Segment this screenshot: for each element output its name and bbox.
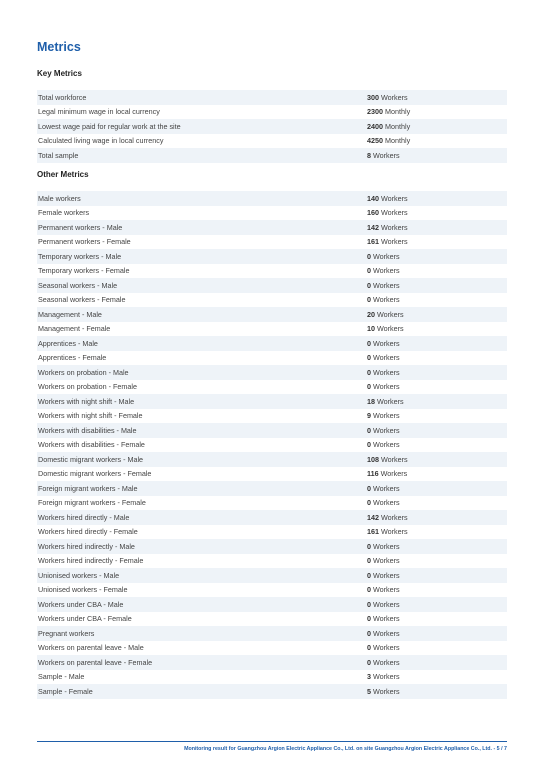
metric-value: 2300 bbox=[367, 107, 383, 117]
metric-value: 0 bbox=[367, 367, 371, 377]
metric-value-cell bbox=[367, 310, 507, 319]
metric-value: 108 bbox=[367, 454, 379, 464]
metric-unit: Workers bbox=[373, 280, 400, 290]
metric-unit: Workers bbox=[373, 295, 400, 305]
metric-unit: Workers bbox=[381, 222, 408, 232]
metric-unit: Workers bbox=[373, 251, 400, 261]
metric-value-cell bbox=[367, 658, 507, 667]
metric-label: Workers hired directly - Male bbox=[38, 512, 130, 522]
metric-label: Domestic migrant workers - Female bbox=[38, 469, 152, 479]
metric-unit: Workers bbox=[373, 628, 400, 638]
table-row bbox=[37, 249, 507, 264]
metric-value: 0 bbox=[367, 570, 371, 580]
metric-value-cell bbox=[367, 411, 507, 420]
metric-label: Temporary workers - Female bbox=[38, 266, 130, 276]
metric-label: Permanent workers - Female bbox=[38, 237, 131, 247]
metric-value-cell bbox=[367, 629, 507, 638]
metric-label: Domestic migrant workers - Male bbox=[38, 454, 144, 464]
table-row bbox=[37, 409, 507, 424]
table-row bbox=[37, 235, 507, 250]
metric-unit: Workers bbox=[373, 150, 400, 160]
metric-label: Foreign migrant workers - Male bbox=[38, 483, 138, 493]
table-row bbox=[37, 365, 507, 380]
metric-value-cell bbox=[367, 455, 507, 464]
metric-value: 0 bbox=[367, 599, 371, 609]
table-row bbox=[37, 307, 507, 322]
table-row bbox=[37, 554, 507, 569]
key-metrics-heading: Key Metrics bbox=[37, 69, 82, 78]
metric-label: Total sample bbox=[38, 150, 79, 160]
metric-value-cell bbox=[367, 498, 507, 507]
metric-value: 0 bbox=[367, 266, 371, 276]
metric-unit: Workers bbox=[373, 367, 400, 377]
metric-label: Sample - Male bbox=[38, 672, 85, 682]
table-row bbox=[37, 423, 507, 438]
metric-value: 140 bbox=[367, 193, 379, 203]
metric-value-cell bbox=[367, 208, 507, 217]
metric-unit: Workers bbox=[381, 92, 408, 102]
table-row bbox=[37, 452, 507, 467]
metric-label: Workers under CBA - Male bbox=[38, 599, 124, 609]
metric-unit: Workers bbox=[373, 498, 400, 508]
table-row bbox=[37, 278, 507, 293]
metric-unit: Workers bbox=[373, 585, 400, 595]
metric-unit: Workers bbox=[373, 440, 400, 450]
table-row bbox=[37, 206, 507, 221]
metric-unit: Workers bbox=[373, 657, 400, 667]
metric-value: 20 bbox=[367, 309, 375, 319]
metric-label: Workers hired directly - Female bbox=[38, 527, 138, 537]
metric-value-cell bbox=[367, 353, 507, 362]
metric-value-cell bbox=[367, 107, 507, 116]
table-row bbox=[37, 655, 507, 670]
metric-value: 0 bbox=[367, 425, 371, 435]
metric-value: 4250 bbox=[367, 136, 383, 146]
metric-unit: Workers bbox=[380, 469, 408, 479]
metric-value: 161 bbox=[367, 237, 379, 247]
metric-label: Male workers bbox=[38, 193, 81, 203]
metric-value: 5 bbox=[367, 686, 371, 696]
metric-unit: Workers bbox=[373, 614, 400, 624]
metric-unit: Workers bbox=[381, 527, 408, 537]
metric-label: Workers hired indirectly - Male bbox=[38, 541, 135, 551]
metric-value-cell bbox=[367, 382, 507, 391]
metric-value-cell bbox=[367, 223, 507, 232]
metric-value-cell bbox=[367, 527, 507, 536]
table-row bbox=[37, 583, 507, 598]
metric-label: Sample - Female bbox=[38, 686, 93, 696]
metric-value-cell bbox=[367, 556, 507, 565]
metric-value-cell bbox=[367, 151, 507, 160]
table-row bbox=[37, 684, 507, 699]
metric-unit: Workers bbox=[377, 309, 404, 319]
metric-value-cell bbox=[367, 440, 507, 449]
metric-value-cell bbox=[367, 614, 507, 623]
metric-value-cell bbox=[367, 266, 507, 275]
metric-unit: Monthly bbox=[385, 136, 411, 146]
metric-value-cell bbox=[367, 339, 507, 348]
metric-unit: Workers bbox=[381, 237, 408, 247]
table-row bbox=[37, 148, 507, 163]
table-row bbox=[37, 105, 507, 120]
metric-label: Seasonal workers - Male bbox=[38, 280, 118, 290]
metric-label: Workers under CBA - Female bbox=[38, 614, 132, 624]
table-row bbox=[37, 612, 507, 627]
page-title: Metrics bbox=[37, 40, 81, 54]
metric-label: Foreign migrant workers - Female bbox=[38, 498, 146, 508]
metric-value: 300 bbox=[367, 92, 379, 102]
metric-value: 0 bbox=[367, 657, 371, 667]
metric-value: 10 bbox=[367, 324, 375, 334]
table-row bbox=[37, 322, 507, 337]
metric-value-cell bbox=[367, 281, 507, 290]
table-row bbox=[37, 336, 507, 351]
metric-value: 0 bbox=[367, 556, 371, 566]
table-row bbox=[37, 641, 507, 656]
metric-unit: Workers bbox=[373, 672, 400, 682]
metric-value-cell bbox=[367, 513, 507, 522]
metric-unit: Workers bbox=[381, 454, 408, 464]
metric-label: Permanent workers - Male bbox=[38, 222, 123, 232]
metric-label: Management - Female bbox=[38, 324, 111, 334]
metric-value-cell bbox=[367, 136, 507, 145]
metric-label: Apprentices - Male bbox=[38, 338, 98, 348]
metric-value: 0 bbox=[367, 382, 371, 392]
table-row bbox=[37, 670, 507, 685]
metric-unit: Workers bbox=[373, 425, 400, 435]
metric-label: Lowest wage paid for regular work at the site bbox=[38, 121, 181, 131]
table-row bbox=[37, 525, 507, 540]
metric-unit: Workers bbox=[373, 686, 400, 696]
table-row bbox=[37, 134, 507, 149]
metric-label: Calculated living wage in local currency bbox=[38, 136, 164, 146]
metric-label: Unionised workers - Female bbox=[38, 585, 128, 595]
other-metrics-heading: Other Metrics bbox=[37, 170, 89, 179]
other-metrics-table bbox=[37, 191, 507, 699]
metric-value-cell bbox=[367, 93, 507, 102]
metric-unit: Workers bbox=[373, 411, 400, 421]
table-row bbox=[37, 220, 507, 235]
metric-label: Workers on probation - Female bbox=[38, 382, 137, 392]
metric-unit: Workers bbox=[381, 193, 408, 203]
metric-value-cell bbox=[367, 643, 507, 652]
metric-label: Workers on probation - Male bbox=[38, 367, 129, 377]
metric-value-cell bbox=[367, 122, 507, 131]
metric-unit: Workers bbox=[373, 556, 400, 566]
metric-label: Workers with night shift - Male bbox=[38, 396, 135, 406]
metric-value-cell bbox=[367, 484, 507, 493]
metric-value-cell bbox=[367, 672, 507, 681]
table-row bbox=[37, 597, 507, 612]
metric-value-cell bbox=[367, 687, 507, 696]
metric-value-cell bbox=[367, 585, 507, 594]
metric-label: Female workers bbox=[38, 208, 90, 218]
metric-label: Unionised workers - Male bbox=[38, 570, 120, 580]
metric-unit: Workers bbox=[373, 599, 400, 609]
metric-value: 0 bbox=[367, 498, 371, 508]
metric-label: Seasonal workers - Female bbox=[38, 295, 126, 305]
metric-label: Workers on parental leave - Female bbox=[38, 657, 153, 667]
metric-value-cell bbox=[367, 469, 507, 478]
metric-unit: Workers bbox=[377, 396, 404, 406]
table-row bbox=[37, 481, 507, 496]
metric-value: 160 bbox=[367, 208, 379, 218]
table-row bbox=[37, 626, 507, 641]
page-footer: Monitoring result for Guangzhou Argion Electric Appliance Co., Ltd. on site Guangzhou Argion Electric Appliance Co., Ltd. - 5 / 7 bbox=[184, 746, 507, 752]
metric-value: 142 bbox=[367, 512, 379, 522]
metric-value-cell bbox=[367, 252, 507, 261]
table-row bbox=[37, 90, 507, 105]
metric-value: 0 bbox=[367, 585, 371, 595]
metric-label: Workers hired indirectly - Female bbox=[38, 556, 144, 566]
metric-unit: Workers bbox=[373, 353, 400, 363]
metric-label: Workers with disabilities - Male bbox=[38, 425, 137, 435]
table-row bbox=[37, 539, 507, 554]
metric-label: Legal minimum wage in local currency bbox=[38, 107, 160, 117]
metric-value: 2400 bbox=[367, 121, 383, 131]
table-row bbox=[37, 568, 507, 583]
metric-label: Management - Male bbox=[38, 309, 102, 319]
metric-value: 142 bbox=[367, 222, 379, 232]
metric-value-cell bbox=[367, 324, 507, 333]
metric-unit: Workers bbox=[377, 324, 404, 334]
metric-unit: Workers bbox=[381, 208, 408, 218]
metric-value-cell bbox=[367, 295, 507, 304]
metric-unit: Workers bbox=[373, 570, 400, 580]
metric-unit: Workers bbox=[373, 266, 400, 276]
table-row bbox=[37, 394, 507, 409]
metric-label: Workers with disabilities - Female bbox=[38, 440, 145, 450]
table-row bbox=[37, 351, 507, 366]
metric-value-cell bbox=[367, 426, 507, 435]
table-row bbox=[37, 293, 507, 308]
table-row bbox=[37, 467, 507, 482]
metric-value: 0 bbox=[367, 614, 371, 624]
metric-unit: Workers bbox=[373, 382, 400, 392]
metric-value: 0 bbox=[367, 295, 371, 305]
metric-label: Workers with night shift - Female bbox=[38, 411, 143, 421]
metric-value: 0 bbox=[367, 280, 371, 290]
metric-value: 0 bbox=[367, 628, 371, 638]
metric-value: 0 bbox=[367, 338, 371, 348]
table-row bbox=[37, 438, 507, 453]
table-row bbox=[37, 496, 507, 511]
metric-label: Apprentices - Female bbox=[38, 353, 107, 363]
metric-unit: Monthly bbox=[385, 121, 411, 131]
metric-value: 18 bbox=[367, 396, 375, 406]
metric-value: 0 bbox=[367, 643, 371, 653]
metric-value: 0 bbox=[367, 353, 371, 363]
metric-unit: Workers bbox=[381, 512, 408, 522]
key-metrics-table bbox=[37, 90, 507, 163]
metric-value-cell bbox=[367, 397, 507, 406]
footer-divider bbox=[37, 741, 507, 742]
table-row bbox=[37, 510, 507, 525]
metric-value: 3 bbox=[367, 672, 371, 682]
metric-unit: Workers bbox=[373, 338, 400, 348]
metric-label: Pregnant workers bbox=[38, 628, 95, 638]
table-row bbox=[37, 264, 507, 279]
metric-unit: Workers bbox=[373, 643, 400, 653]
metric-label: Temporary workers - Male bbox=[38, 251, 122, 261]
metric-value-cell bbox=[367, 237, 507, 246]
metric-label: Workers on parental leave - Male bbox=[38, 643, 144, 653]
metric-unit: Workers bbox=[373, 541, 400, 551]
metric-value: 0 bbox=[367, 440, 371, 450]
metric-value-cell bbox=[367, 571, 507, 580]
metric-label: Total workforce bbox=[38, 92, 87, 102]
metric-value-cell bbox=[367, 194, 507, 203]
metric-value-cell bbox=[367, 368, 507, 377]
metric-value: 8 bbox=[367, 150, 371, 160]
metric-value: 0 bbox=[367, 251, 371, 261]
metric-value: 161 bbox=[367, 527, 379, 537]
metric-value: 0 bbox=[367, 483, 371, 493]
metric-value: 9 bbox=[367, 411, 371, 421]
table-row bbox=[37, 119, 507, 134]
metric-value: 116 bbox=[367, 469, 379, 479]
metric-unit: Workers bbox=[373, 483, 400, 493]
metric-value-cell bbox=[367, 542, 507, 551]
table-row bbox=[37, 191, 507, 206]
metric-value-cell bbox=[367, 600, 507, 609]
metric-unit: Monthly bbox=[385, 107, 411, 117]
metric-value: 0 bbox=[367, 541, 371, 551]
table-row bbox=[37, 380, 507, 395]
